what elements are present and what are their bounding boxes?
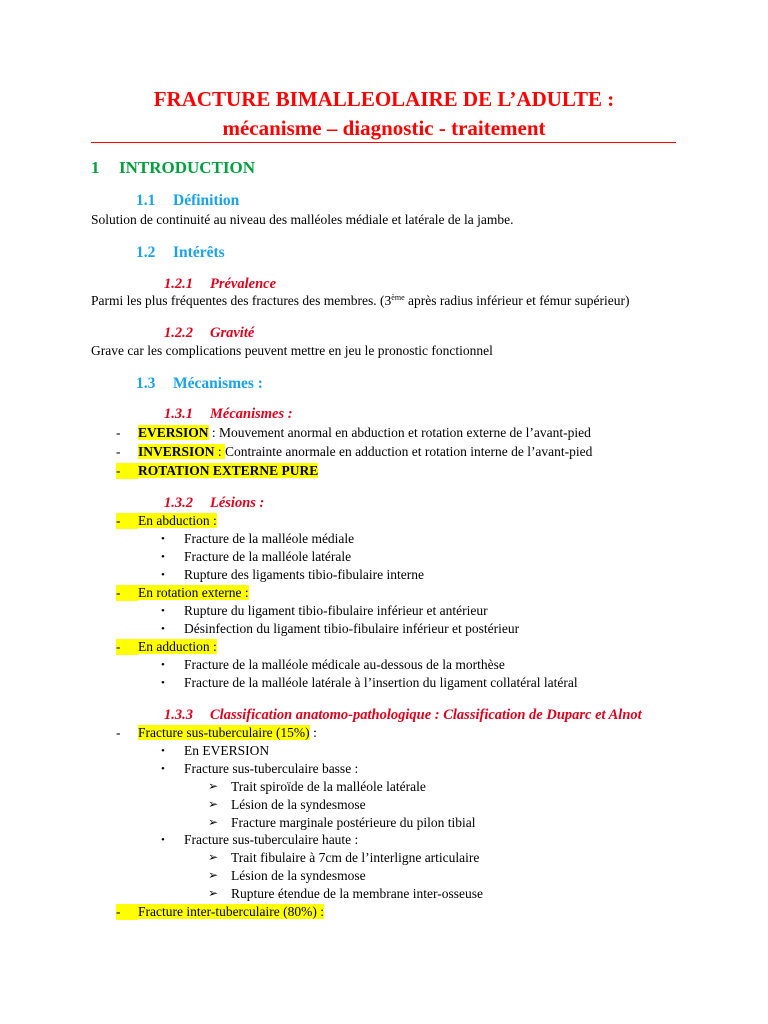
text-span: Parmi les plus fréquentes des fractures des membres. (3 <box>91 293 392 308</box>
highlighted-term: Fracture inter-tuberculaire (80%) : <box>138 904 325 919</box>
bullet-icon: • <box>161 659 165 671</box>
highlighted-term: ROTATION EXTERNE PURE <box>138 463 319 478</box>
bullet-icon: • <box>161 677 165 689</box>
list-dash: - <box>116 513 138 529</box>
heading-text: INTRODUCTION <box>119 158 256 177</box>
bullet-icon: • <box>161 763 165 775</box>
list-item: Fracture sus-tuberculaire haute : <box>184 832 359 847</box>
list-item: Fracture sus-tuberculaire basse : <box>184 761 359 776</box>
bullet-icon: • <box>161 533 165 545</box>
bullet-icon: • <box>161 745 165 757</box>
heading-1-3-1 <box>164 406 293 423</box>
heading-1-3-3 <box>164 707 642 724</box>
highlighted-term: EVERSION <box>138 425 209 440</box>
heading-1-3-2 <box>164 495 264 512</box>
group-label-text: En adduction : <box>138 639 217 654</box>
heading-1-2 <box>136 244 225 262</box>
sub-list-item: Rupture étendue de la membrane inter-osseuse <box>231 886 484 901</box>
list-item: Désinfection du ligament tibio-fibulaire inférieur et postérieur <box>184 621 520 636</box>
arrow-bullet-icon: ➢ <box>208 779 219 793</box>
arrow-bullet-icon: ➢ <box>208 815 219 829</box>
list-item: Fracture de la malléole latérale à l’insertion du ligament collatéral latéral <box>184 675 578 690</box>
heading-number: 1 <box>91 158 100 177</box>
arrow-bullet-icon: ➢ <box>208 797 219 811</box>
heading-1-2-2 <box>164 325 254 342</box>
group-label-text: En abduction : <box>138 513 217 528</box>
list-dash: - <box>116 444 121 459</box>
sub-list-item: Lésion de la syndesmose <box>231 797 366 812</box>
heading-text: Gravité <box>210 325 255 341</box>
bullet-icon: • <box>161 605 165 617</box>
group-label-inter-tuberculaire <box>116 904 324 920</box>
list-dash: - <box>116 725 121 740</box>
heading-1 <box>91 158 255 178</box>
heading-1-1 <box>136 192 239 210</box>
list-item-inversion <box>138 444 592 460</box>
heading-number: 1.3.3 <box>164 707 193 723</box>
heading-number: 1.3 <box>136 375 156 392</box>
highlighted-term: INVERSION <box>138 444 215 459</box>
bullet-icon: • <box>161 551 165 563</box>
text-span: après radius inférieur et fémur supérieur) <box>404 293 630 308</box>
bullet-icon: • <box>161 569 165 581</box>
heading-text: Prévalence <box>210 276 277 292</box>
highlighted-term: Fracture sus-tuberculaire (15%) <box>138 725 310 740</box>
list-dash: - <box>116 425 121 440</box>
arrow-bullet-icon: ➢ <box>208 886 219 900</box>
arrow-bullet-icon: ➢ <box>208 868 219 882</box>
list-item: Fracture de la malléole médicale au-dessous de la morthèse <box>184 657 505 672</box>
list-item: Fracture de la malléole latérale <box>184 549 352 564</box>
list-item-eversion <box>138 425 591 441</box>
paragraph-definition: Solution de continuité au niveau des malléoles médiale et latérale de la jambe. <box>91 212 514 227</box>
document-title-line1: FRACTURE BIMALLEOLAIRE DE L’ADULTE : <box>153 87 615 111</box>
arrow-bullet-icon: ➢ <box>208 850 219 864</box>
list-dash: - <box>116 639 138 655</box>
list-item: En EVERSION <box>184 743 270 758</box>
heading-text: Intérêts <box>173 244 225 261</box>
sub-list-item: Lésion de la syndesmose <box>231 868 366 883</box>
heading-text: Mécanismes : <box>173 375 263 392</box>
superscript: ème <box>391 293 405 302</box>
heading-number: 1.3.1 <box>164 406 193 422</box>
group-label-text: En rotation externe : <box>138 585 249 600</box>
paragraph-prevalence <box>91 293 630 309</box>
text-span: : <box>309 725 317 740</box>
paragraph-gravite: Grave car les complications peuvent mettre en jeu le pronostic fonctionnel <box>91 343 493 358</box>
group-label-abduction <box>116 513 217 529</box>
sub-list-item: Trait spiroïde de la malléole latérale <box>231 779 426 794</box>
sub-list-item: Trait fibulaire à 7cm de l’interligne articulaire <box>231 850 480 865</box>
sub-list-item: Fracture marginale postérieure du pilon tibial <box>231 815 476 830</box>
list-item: Rupture des ligaments tibio-fibulaire interne <box>184 567 424 582</box>
group-label-adduction <box>116 639 217 655</box>
title-underline <box>91 142 676 143</box>
text-span: Contrainte anormale en adduction et rotation interne de l’avant-pied <box>225 444 593 459</box>
heading-number: 1.2 <box>136 244 156 261</box>
document-title-line2: mécanisme – diagnostic - traitement <box>222 116 546 140</box>
heading-text: Classification anatomo-pathologique : Classification de Duparc et Alnot <box>210 707 642 723</box>
text-span: : Mouvement anormal en abduction et rotation externe de l’avant-pied <box>208 425 591 440</box>
heading-text: Lésions : <box>210 495 265 511</box>
heading-1-3 <box>136 375 263 393</box>
heading-1-2-1 <box>164 276 276 293</box>
heading-text: Définition <box>173 192 240 209</box>
heading-number: 1.2.1 <box>164 276 193 292</box>
bullet-icon: • <box>161 834 165 846</box>
heading-number: 1.1 <box>136 192 156 209</box>
list-dash: - <box>116 463 138 479</box>
group-label-rotation-externe <box>116 585 249 601</box>
bullet-icon: • <box>161 623 165 635</box>
heading-number: 1.2.2 <box>164 325 193 341</box>
heading-number: 1.3.2 <box>164 495 193 511</box>
highlighted-separator: : <box>214 444 226 459</box>
list-item: Rupture du ligament tibio-fibulaire inférieur et antérieur <box>184 603 488 618</box>
group-label-sus-tuberculaire <box>138 725 317 741</box>
heading-text: Mécanismes : <box>210 406 293 422</box>
list-item: Fracture de la malléole médiale <box>184 531 355 546</box>
list-dash: - <box>116 904 138 920</box>
list-item-rotation-externe <box>116 463 318 479</box>
list-dash: - <box>116 585 138 601</box>
